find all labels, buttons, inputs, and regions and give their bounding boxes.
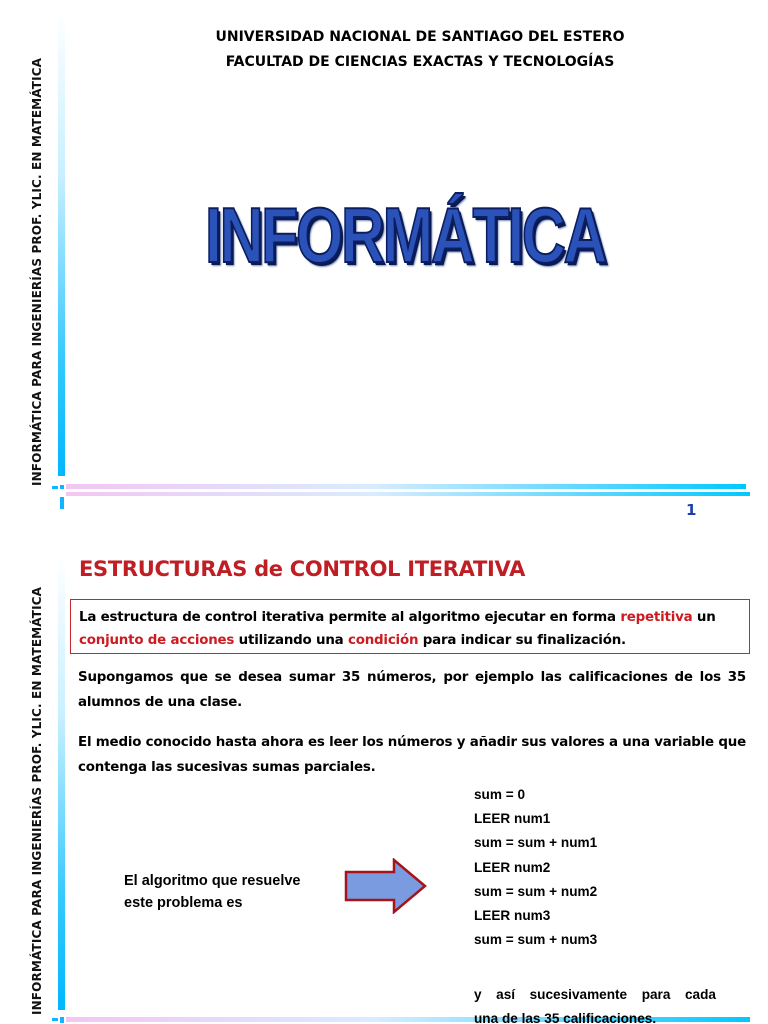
continuation-text [474,983,716,1024]
definition-text: para indicar su finalización. [418,633,626,648]
algorithm-label-line: El algoritmo que resuelve [124,873,301,889]
definition-text: utilizando una [234,633,348,648]
code-line: sum = sum + num3 [474,932,598,948]
slide-separator [0,534,768,545]
right-arrow-icon [344,858,428,914]
corner-dot [52,1018,58,1021]
code-line: LEER num3 [474,907,551,923]
paragraph-method: El medio conocido hasta ahora es leer los números y añadir sus valores a una variable que contenga las sucesivas sumas parciales. [78,735,746,775]
continuation-word: cada [684,987,716,1002]
vertical-accent-bar [58,10,65,476]
definition-box [70,599,750,654]
faculty-name: FACULTAD DE CIENCIAS EXACTAS Y TECNOLOGÍAS [225,54,615,70]
corner-dot [60,497,64,509]
paragraph-example: Supongamos que se desea sumar 35 números, por ejemplo las calificaciones de los 35 alumnos de una clase. [78,670,746,710]
vertical-accent-bar [58,555,65,1010]
code-line: LEER num2 [474,859,551,875]
slide-2 [0,545,768,1024]
institution-header [120,25,720,75]
algorithm-label [124,870,324,914]
page-number: 1 [686,501,697,519]
horizontal-accent-bar-lower [66,492,750,496]
code-line: sum = sum + num1 [474,835,598,851]
continuation-word: para [641,987,671,1002]
continuation-line [474,983,716,1007]
continuation-word: así [496,987,516,1002]
pseudocode-block [474,783,597,952]
code-line: sum = sum + num2 [474,883,598,899]
definition-text: un [692,610,716,625]
code-line: LEER num1 [474,811,551,827]
side-vertical-text: INFORMÁTICA PARA INGENIERÍAS PROF. YLIC. EN MATEMÁTICA [30,586,44,1015]
highlight-condicion: condición [347,633,419,648]
algorithm-label-line: este problema es [124,895,243,911]
horizontal-accent-bar [66,484,746,489]
corner-dot [52,486,58,489]
definition-text: La estructura de control iterativa permite al algoritmo ejecutar en forma [79,610,621,625]
corner-dot [60,1017,64,1023]
highlight-conjunto-acciones: conjunto de acciones [79,633,235,648]
continuation-word: sucesivamente [529,987,628,1002]
highlight-repetitiva: repetitiva [620,610,693,625]
side-vertical-text: INFORMÁTICA PARA INGENIERÍAS PROF. YLIC. EN MATEMÁTICA [30,57,44,486]
course-title: INFORMÁTICA [205,191,606,279]
slide-title: ESTRUCTURAS de CONTROL ITERATIVA [79,557,526,581]
university-name: UNIVERSIDAD NACIONAL DE SANTIAGO DEL ESTERO [215,29,625,45]
continuation-line: una de las 35 calificaciones. [474,1011,657,1024]
continuation-word: y [474,987,482,1002]
corner-dot [60,485,64,489]
code-line: sum = 0 [474,787,526,802]
